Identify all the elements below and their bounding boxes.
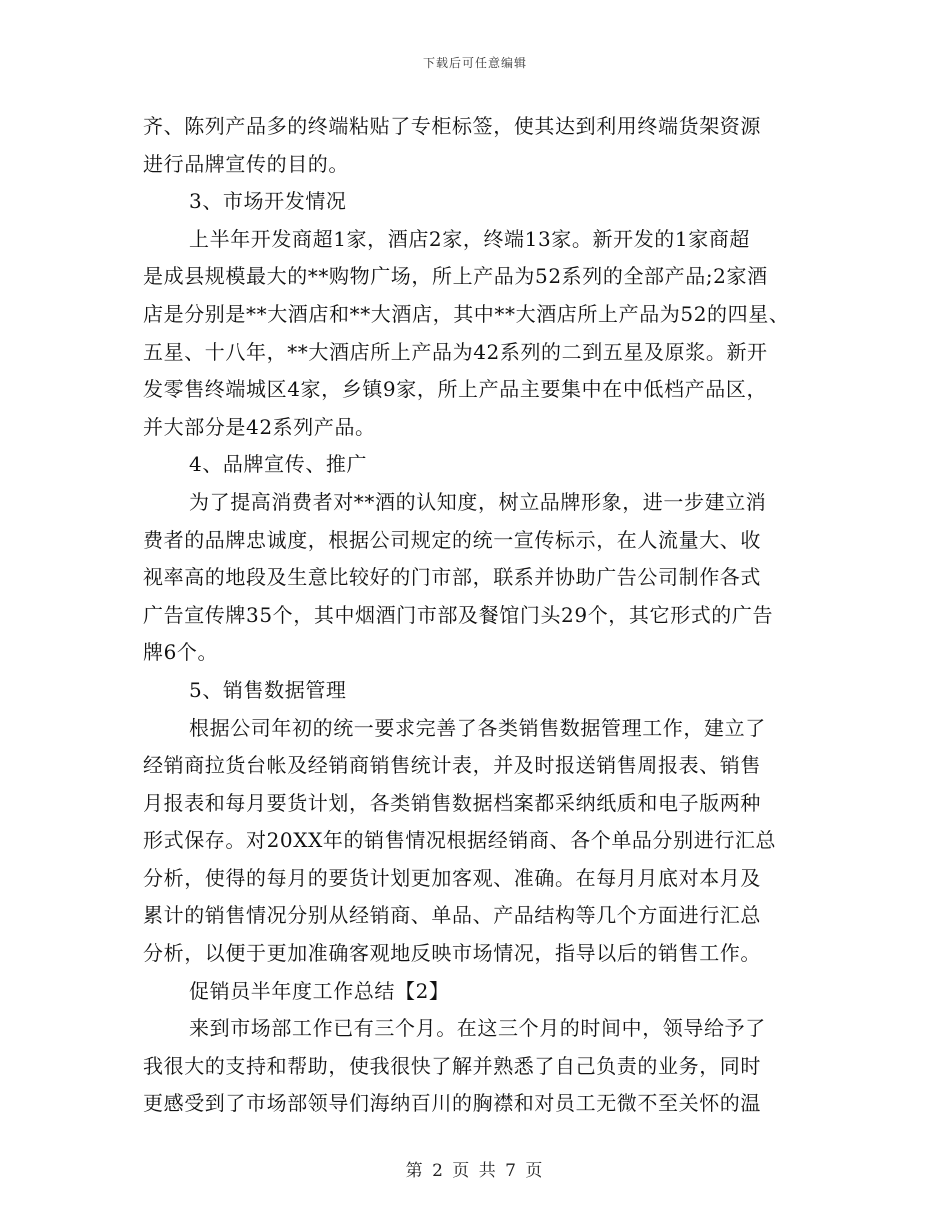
paragraph-line: 我很大的支持和帮助，使我很快了解并熟悉了自己负责的业务，同时 [143, 1053, 761, 1078]
section-heading: 3、市场开发情况 [189, 189, 347, 214]
paragraph-line: 牌6个。 [143, 640, 219, 665]
paragraph-line: 形式保存。对20XX年的销售情况根据经销商、各个单品分别进行汇总 [143, 828, 777, 853]
paragraph-line: 更感受到了市场部领导们海纳百川的胸襟和对员工无微不至关怀的温 [143, 1091, 761, 1116]
paragraph-line: 来到市场部工作已有三个月。在这三个月的时间中，领导给予了 [189, 1016, 766, 1041]
paragraph-line: 经销商拉货台帐及经销商销售统计表，并及时报送销售周报表、销售 [143, 753, 761, 778]
paragraph-line: 店是分别是**大酒店和**大酒店，其中**大酒店所上产品为52的四星、 [143, 301, 790, 326]
paragraph-line: 是成县规模最大的**购物广场，所上产品为52系列的全部产品;2家酒 [143, 264, 768, 289]
paragraph-line: 分析，以便于更加准确客观地反映市场情况，指导以后的销售工作。 [143, 941, 761, 966]
document-body [143, 108, 823, 1123]
paragraph-line: 上半年开发商超1家，酒店2家，终端13家。新开发的1家商超 [189, 226, 751, 251]
section-heading: 5、销售数据管理 [189, 677, 347, 702]
paragraph-line: 为了提高消费者对**酒的认知度，树立品牌形象，进一步建立消 [189, 489, 767, 514]
paragraph-line: 进行品牌宣传的目的。 [143, 151, 349, 176]
paragraph-line: 并大部分是42系列产品。 [143, 414, 376, 439]
paragraph-line: 五星、十八年，**大酒店所上产品为42系列的二到五星及原浆。新开 [143, 339, 768, 364]
paragraph-line: 齐、陈列产品多的终端粘贴了专柜标签，使其达到利用终端货架资源 [143, 114, 761, 138]
paragraph-line: 费者的品牌忠诚度，根据公司规定的统一宣传标示，在人流量大、收 [143, 527, 761, 552]
paragraph-line: 月报表和每月要货计划，各类销售数据档案都采纳纸质和电子版两种 [143, 790, 761, 815]
page-header: 下载后可任意编辑 [422, 56, 527, 70]
paragraph-line: 广告宣传牌35个，其中烟酒门市部及餐馆门头29个，其它形式的广告 [143, 602, 774, 627]
paragraph-line: 根据公司年初的统一要求完善了各类销售数据管理工作，建立了 [189, 715, 766, 740]
paragraph-line: 视率高的地段及生意比较好的门市部，联系并协助广告公司制作各式 [143, 565, 761, 590]
paragraph-line: 发零售终端城区4家，乡镇9家，所上产品主要集中在中低档产品区， [143, 377, 768, 402]
page-number-footer: 第 2 页 共 7 页 [405, 1161, 545, 1181]
paragraph-line: 分析，使得的每月的要货计划更加客观、准确。在每月月底对本月及 [143, 865, 761, 890]
section-heading: 促销员半年度工作总结【2】 [189, 978, 450, 1003]
paragraph-line: 累计的销售情况分别从经销商、单品、产品结构等几个方面进行汇总 [143, 903, 761, 928]
section-heading: 4、品牌宣传、推广 [189, 452, 368, 477]
